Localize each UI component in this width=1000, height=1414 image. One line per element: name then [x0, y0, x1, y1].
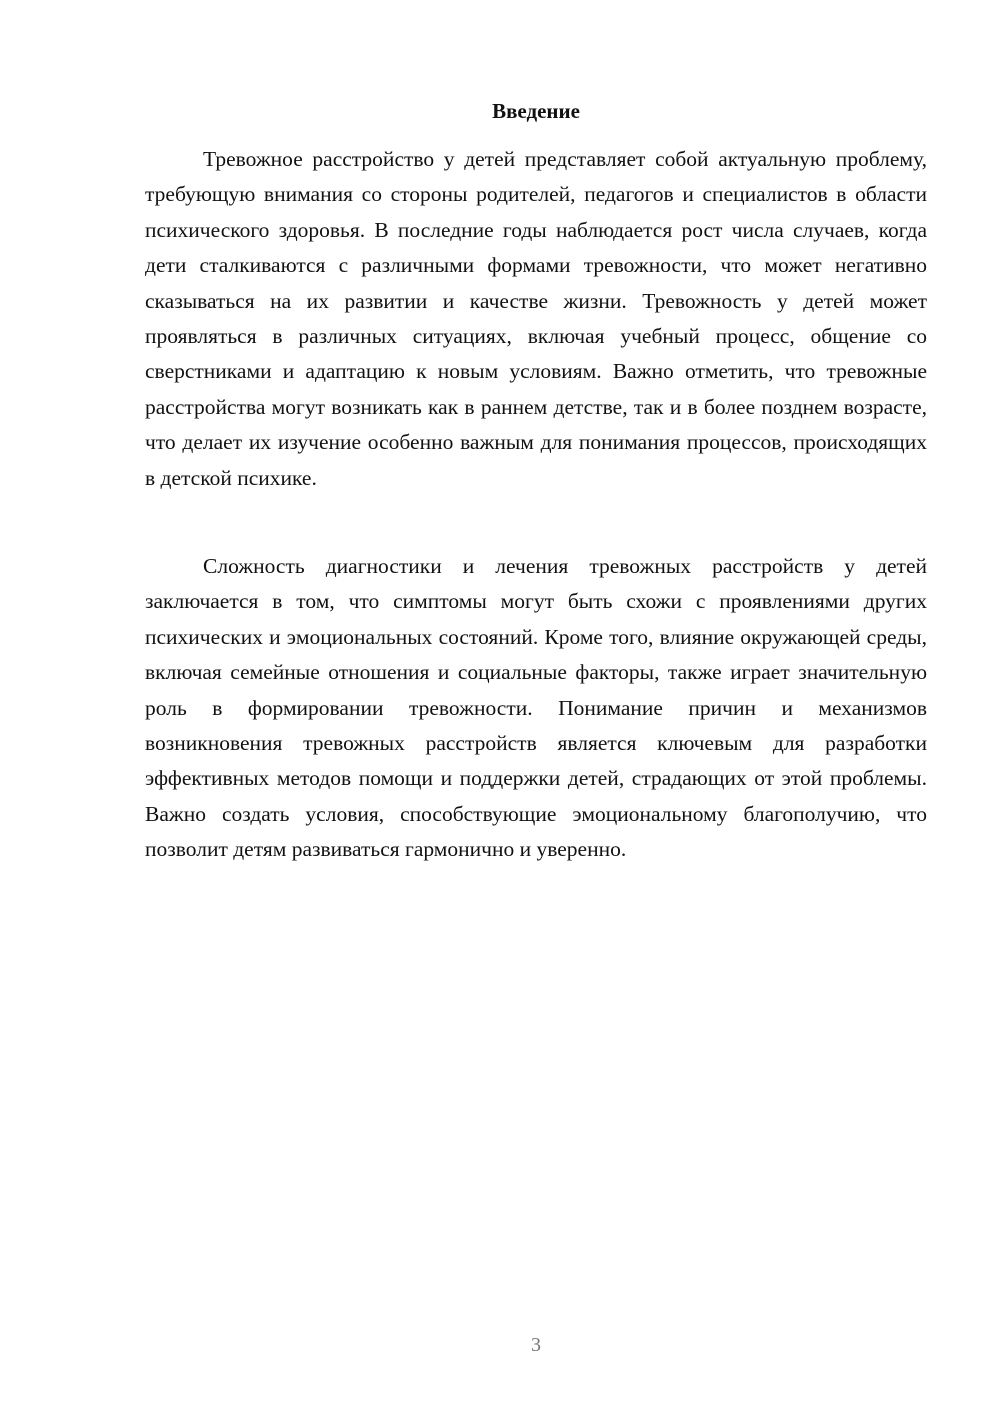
paragraph-1: Тревожное расстройство у детей представляет собой актуальную проблему, требующую внимания со стороны родителей, педагогов и специалистов в области психического здоровья. В последние годы наблюдается рост числа случаев, когда дети сталкиваются с различными формами тревожности, что может негативно сказываться на их развитии и качестве жизни. Тревожность у детей может проявляться в различных ситуациях, включая учебный процесс, общение со сверстниками и адаптацию к новым условиям. Важно отметить, что тревожные расстройства могут возникать как в раннем детстве, так и в более позднем возрасте, что делает их изучение особенно важным для понимания процессов, происходящих в детской психике.: [145, 147, 927, 490]
paragraph-2: Сложность диагностики и лечения тревожных расстройств у детей заключается в том, что симптомы могут быть схожи с проявлениями других психических и эмоциональных состояний. Кроме того, влияние окружающей среды, включая семейные отношения и социальные факторы, также играет значительную роль в формировании тревожности. Понимание причин и механизмов возникновения тревожных расстройств является ключевым для разработки эффективных методов помощи и поддержки детей, страдающих от этой проблемы. Важно создать условия, способствующие эмоциональному благополучию, что позволит детям развиваться гармонично и уверенно.: [145, 554, 927, 862]
section-heading: Введение: [492, 99, 580, 123]
page-number: 3: [531, 1334, 541, 1356]
